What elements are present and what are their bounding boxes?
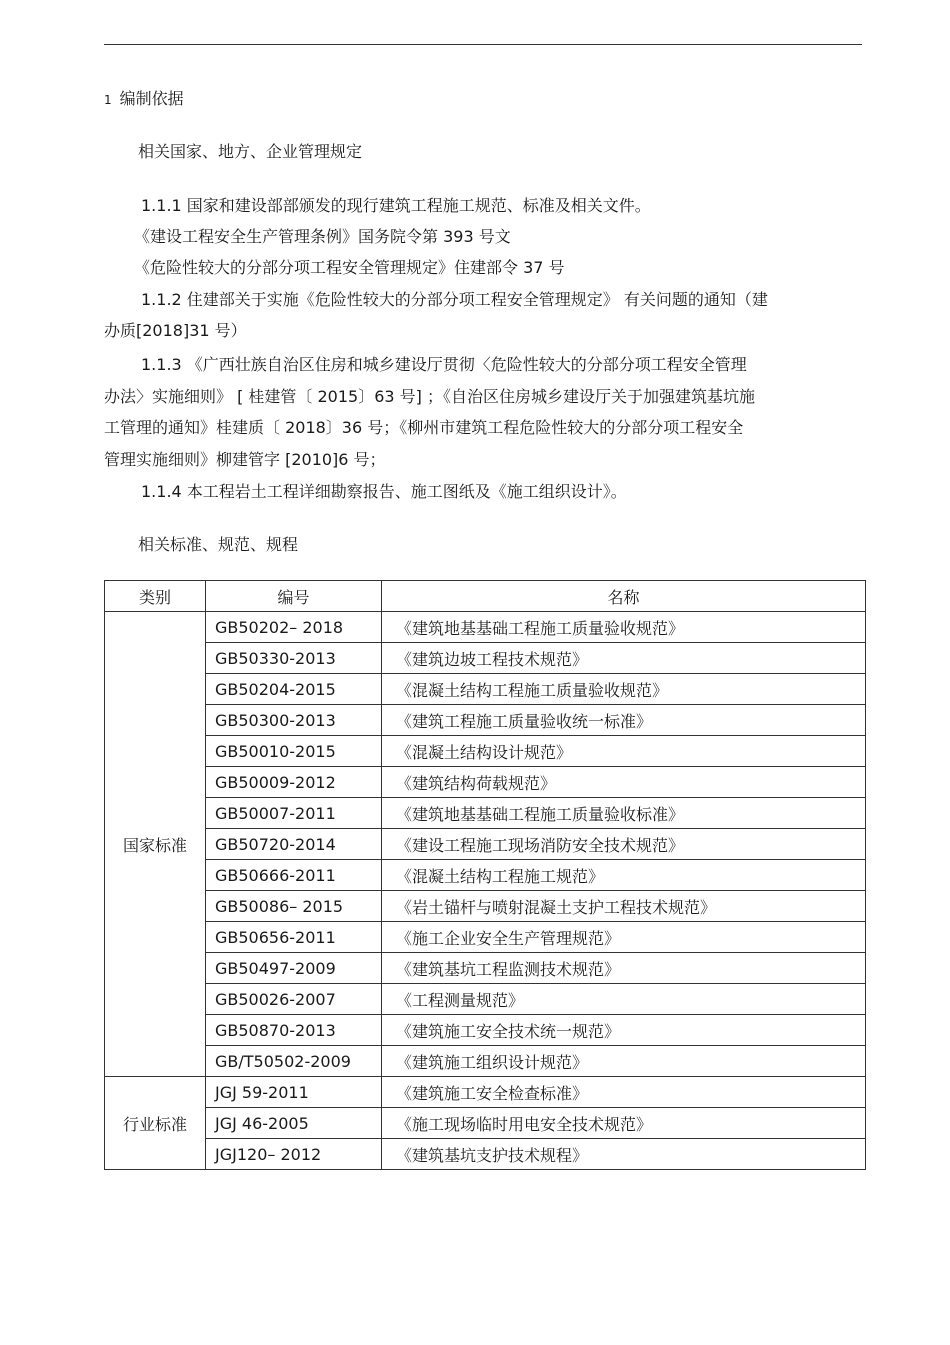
standard-code-cell: GB50666-2011: [206, 860, 382, 891]
section-title: 编制依据: [119, 89, 184, 108]
standard-name-cell: 《建筑边坡工程技术规范》: [382, 643, 866, 674]
table-row: [105, 829, 866, 860]
standard-name-cell: 《岩土锚杆与喷射混凝土支护工程技术规范》: [382, 891, 866, 922]
category-cell: 国家标准: [105, 612, 206, 1077]
standard-code-cell: JGJ 59-2011: [206, 1077, 382, 1108]
item-regulation-393: 《建设工程安全生产管理条例》国务院令第 393 号文: [134, 227, 511, 246]
standard-code-cell: GB50497-2009: [206, 953, 382, 984]
table-row: [105, 1139, 866, 1170]
table-row: [105, 798, 866, 829]
header-name: 名称: [382, 581, 866, 612]
standard-code-cell: GB50007-2011: [206, 798, 382, 829]
table-row: [105, 1108, 866, 1139]
standard-name-cell: 《建筑地基基础工程施工质量验收标准》: [382, 798, 866, 829]
standard-name-cell: 《建设工程施工现场消防安全技术规范》: [382, 829, 866, 860]
subheading-standards: 相关标准、规范、规程: [138, 535, 299, 554]
item-1-1-3-line2: 办法〉实施细则》 [ 桂建管〔 2015〕63 号] ；《自治区住房城乡建设厅关于加强建筑基坑施: [104, 387, 755, 406]
subheading-regulations: 相关国家、地方、企业管理规定: [138, 142, 363, 161]
section-number: 1: [104, 93, 112, 107]
standard-name-cell: 《混凝土结构设计规范》: [382, 736, 866, 767]
table-row: [105, 705, 866, 736]
standards-table: [104, 580, 866, 1170]
standard-name-cell: 《混凝土结构工程施工规范》: [382, 860, 866, 891]
table-row: [105, 612, 866, 643]
item-1-1-3-line3: 工管理的通知》桂建质〔 2018〕36 号；《柳州市建筑工程危险性较大的分部分项工程安全: [104, 418, 744, 437]
table-row: [105, 1046, 866, 1077]
table-row: [105, 891, 866, 922]
standard-name-cell: 《建筑施工安全技术统一规范》: [382, 1015, 866, 1046]
table-row: [105, 860, 866, 891]
standard-code-cell: GB50026-2007: [206, 984, 382, 1015]
standard-name-cell: 《建筑基坑工程监测技术规范》: [382, 953, 866, 984]
standard-name-cell: 《建筑结构荷载规范》: [382, 767, 866, 798]
table-header-row: [105, 581, 866, 612]
standard-name-cell: 《混凝土结构工程施工质量验收规范》: [382, 674, 866, 705]
table-row: [105, 984, 866, 1015]
standard-name-cell: 《建筑地基基础工程施工质量验收规范》: [382, 612, 866, 643]
standard-code-cell: GB50720-2014: [206, 829, 382, 860]
item-1-1-1: 1.1.1 国家和建设部部颁发的现行建筑工程施工规范、标准及相关文件。: [141, 196, 651, 215]
standard-name-cell: 《建筑工程施工质量验收统一标准》: [382, 705, 866, 736]
item-1-1-4: 1.1.4 本工程岩土工程详细勘察报告、施工图纸及《施工组织设计》。: [141, 482, 627, 501]
standard-name-cell: 《施工企业安全生产管理规范》: [382, 922, 866, 953]
table-row: [105, 767, 866, 798]
table-row: [105, 922, 866, 953]
table-body: [105, 612, 866, 1170]
standard-code-cell: GB50202– 2018: [206, 612, 382, 643]
table-row: [105, 674, 866, 705]
table-row: [105, 953, 866, 984]
standard-name-cell: 《建筑施工组织设计规范》: [382, 1046, 866, 1077]
table-row: [105, 643, 866, 674]
standard-code-cell: JGJ 46-2005: [206, 1108, 382, 1139]
table-row: [105, 1015, 866, 1046]
header-category: 类别: [105, 581, 206, 612]
standard-code-cell: JGJ120– 2012: [206, 1139, 382, 1170]
header-code: 编号: [206, 581, 382, 612]
standard-code-cell: GB50009-2012: [206, 767, 382, 798]
table-row: [105, 1077, 866, 1108]
standard-code-cell: GB50010-2015: [206, 736, 382, 767]
item-1-1-2-line2: 办质[2018]31 号）: [104, 321, 247, 340]
standard-name-cell: 《施工现场临时用电安全技术规范》: [382, 1108, 866, 1139]
standard-code-cell: GB50330-2013: [206, 643, 382, 674]
standard-code-cell: GB50870-2013: [206, 1015, 382, 1046]
standard-code-cell: GB50204-2015: [206, 674, 382, 705]
item-1-1-3-line1: 1.1.3 《广西壮族自治区住房和城乡建设厅贯彻〈危险性较大的分部分项工程安全管理: [141, 355, 747, 374]
category-cell: 行业标准: [105, 1077, 206, 1170]
standard-code-cell: GB50656-2011: [206, 922, 382, 953]
item-1-1-3-line4: 管理实施细则》柳建管字 [2010]6 号；: [104, 450, 386, 469]
standard-name-cell: 《建筑基坑支护技术规程》: [382, 1139, 866, 1170]
standard-code-cell: GB50086– 2015: [206, 891, 382, 922]
table-row: [105, 736, 866, 767]
section-heading: [104, 89, 184, 110]
standard-name-cell: 《工程测量规范》: [382, 984, 866, 1015]
standard-name-cell: 《建筑施工安全检查标准》: [382, 1077, 866, 1108]
standard-code-cell: GB/T50502-2009: [206, 1046, 382, 1077]
item-1-1-2-line1: 1.1.2 住建部关于实施《危险性较大的分部分项工程安全管理规定》 有关问题的通知（建: [141, 290, 768, 309]
header-rule: [104, 44, 862, 45]
item-regulation-37: 《危险性较大的分部分项工程安全管理规定》住建部令 37 号: [134, 258, 565, 277]
standard-code-cell: GB50300-2013: [206, 705, 382, 736]
